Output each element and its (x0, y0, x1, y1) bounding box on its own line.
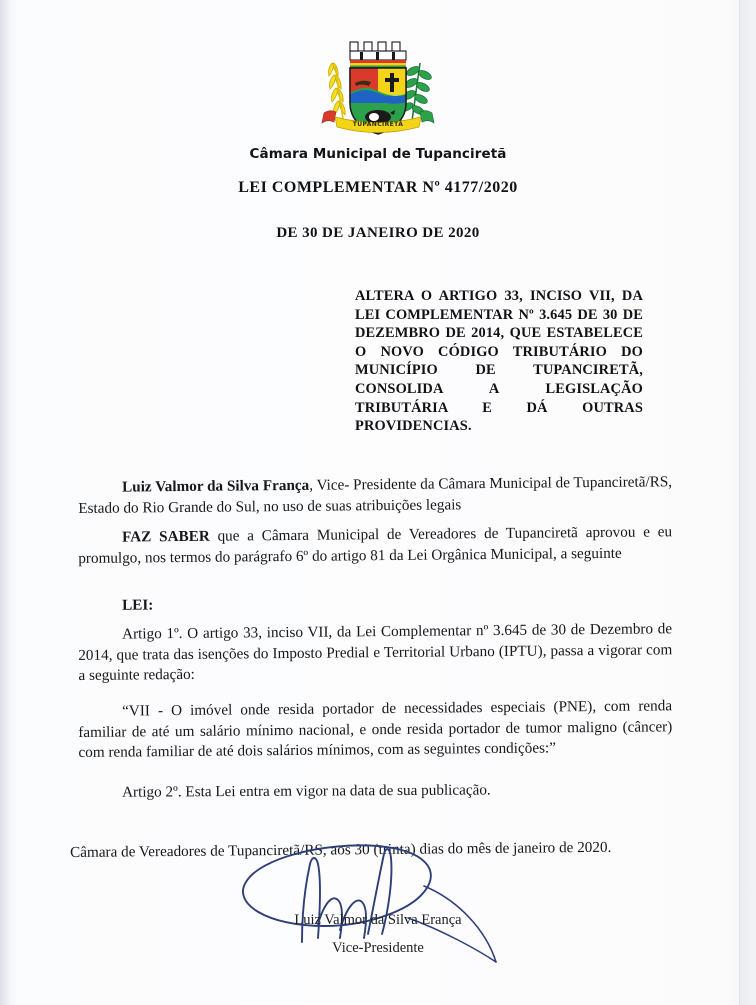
artigo-1-body: Artigo 1º. O artigo 33, inciso VII, da Lei Complementar nº 3.645 de 30 de Dezembro de 2014, que trata das isenções do Imposto Predial e Territorial Urbano (IPTU), passa a vigorar com a seguinte redação: (78, 620, 673, 684)
paragraph-local-date (70, 837, 680, 863)
signature-role: Vice-Presidente (332, 940, 424, 956)
inciso-vii-text (78, 696, 673, 763)
faz-saber-label: FAZ SABER (122, 527, 210, 546)
page-title: LEI COMPLEMENTAR Nº 4177/2020 (238, 179, 518, 196)
lei-label: LEI: (122, 596, 154, 614)
faz-saber-rest: que a Câmara Municipal de Vereadores de Tupanciretã aprovou e eu promulgo, nos termos do parágrafo 6º do artigo 81 da Lei Orgânica Municipal, a seguinte (78, 523, 673, 567)
authority-text (78, 472, 672, 519)
paragraph-artigo-1 (78, 619, 673, 686)
local-date-text: Câmara de Vereadores de Tupanciretã/RS, aos 30 (trinta) dias do mês de janeiro de 2020. (70, 838, 612, 861)
law-date-line: DE 30 DE JANEIRO DE 2020 (276, 225, 480, 241)
paragraph-faz-saber (78, 522, 672, 569)
artigo-2-body: Artigo 2º. Esta Lei entra em vigor na data de sua publicação. (122, 781, 491, 801)
emblem-container (0, 33, 756, 154)
organization-name: Câmara Municipal de Tupanciretã (249, 146, 507, 162)
authority-name: Luiz Valmor da Silva França (122, 476, 310, 496)
signature-printed-name: Luiz Valmor da Silva Erança (294, 912, 462, 928)
artigo-2-text (78, 779, 672, 803)
inciso-vii-body: “VII - O imóvel onde resida portador de necessidades especiais (PNE), com renda familiar de até um salário mínimo nacional, e onde resida portador de tumor maligno (câncer) com renda familiar de até dois salários mínimos, com as seguintes condições:” (78, 697, 673, 761)
mural-crown-icon (350, 42, 406, 68)
artigo-1-text (78, 619, 673, 686)
authority-rest: , Vice- Presidente da Câmara Municipal de Tupanciretã/RS, Estado do Rio Grande do Sul, no uso de suas atribuições legais (78, 473, 673, 517)
paragraph-artigo-2 (78, 779, 672, 803)
svg-text:TUPANCIRETÃ: TUPANCIRETÃ (352, 121, 404, 128)
faz-saber-text (78, 522, 672, 569)
coat-of-arms-icon (304, 33, 452, 149)
paragraph-inciso-vii (78, 696, 673, 763)
paragraph-lei-label (78, 592, 672, 616)
paragraph-authority (78, 472, 672, 519)
lei-label-text (78, 592, 672, 616)
ementa-summary: ALTERA O ARTIGO 33, INCISO VII, DA LEI COMPLEMENTAR Nº 3.645 DE 30 DE DEZEMBRO DE 2014, QUE ESTABELECE O NOVO CÓDIGO TRIBUTÁRIO DO MUNICÍPIO DE TUPANCIRETÃ, CONSOLIDA A LEGISLAÇÃO TRIBUTÁRIA E DÁ OUTRAS PROVIDENCIAS. (355, 288, 643, 435)
